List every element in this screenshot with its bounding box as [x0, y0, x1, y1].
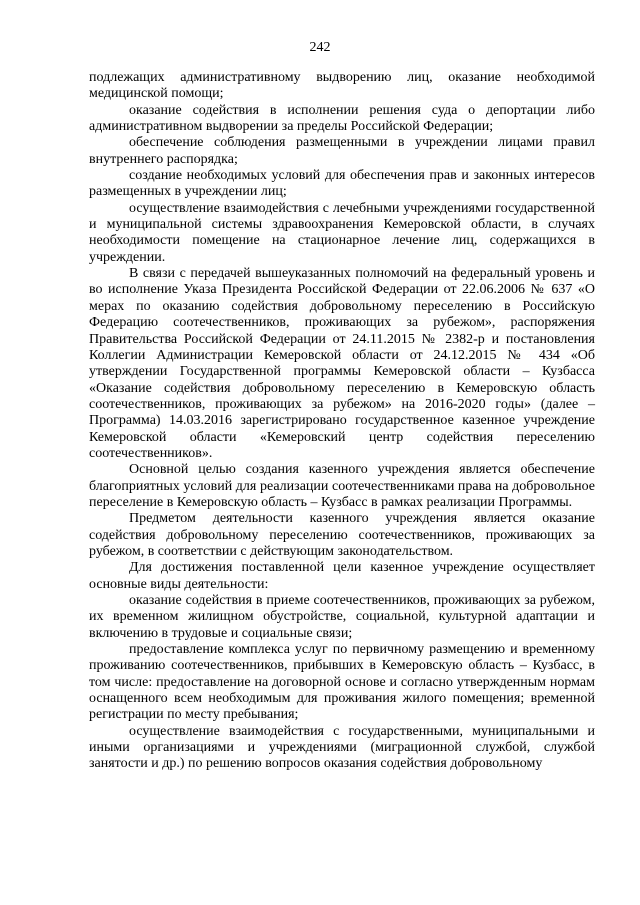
page-number: 242 — [309, 40, 331, 55]
paragraph-subject-of-activity: Предметом деятельности казенного учреждения является оказание содействия добровольному переселению соотечественников, проживающих за рубежом, в соответствии с действующим законодательством. — [89, 511, 595, 559]
paragraph-rights-conditions: создание необходимых условий для обеспечения прав и законных интересов размещенных в учреждении лиц; — [89, 168, 595, 200]
paragraph-healthcare-interaction: осуществление взаимодействия с лечебными учреждениями государственной и муниципальной системы здравоохранения Кемеровской области, в случаях необходимости помещение на стационарное лечение лиц, содержащихся в учреждении. — [89, 200, 595, 265]
paragraph-activities-intro: Для достижения поставленной цели казенное учреждение осуществляет основные виды деятельности: — [89, 560, 595, 592]
paragraph-organization-interaction: осуществление взаимодействия с государственными, муниципальными и иными организациями и учреждениями (миграционной службой, службой занятости и др.) по решению вопросов оказания содействия добровольному — [89, 723, 595, 772]
paragraph-internal-rules: обеспечение соблюдения размещенными в учреждении лицами правил внутреннего распорядка; — [89, 135, 595, 167]
paragraph-deportation-assistance: оказание содействия в исполнении решения суда о депортации либо административном выдворении за пределы Российской Федерации; — [89, 102, 595, 135]
paragraph-continuation: подлежащих административному выдворению лиц, оказание необходимой медицинской помощи; — [89, 70, 595, 102]
paragraph-federal-transfer: В связи с передачей вышеуказанных полномочий на федеральный уровень и во исполнение Указа Президента Российской Федерации от 22.06.2006 № 637 «О мерах по оказанию содействия добровольному переселению в Российскую Федерацию соотечественников, проживающих за рубежом», распоряжения Правительства Российской Федерации от 24.11.2015 № 2382-р и постановления Коллегии Администрации Кемеровской области от 24.12.2015 № 434 «Об утверждении Государственной программы Кемеровской области – Кузбасса «Оказание содействия добровольному переселению в Кемеровскую область соотечественников, проживающих за рубежом» на 2016-2020 годы» (далее – Программа) 14.03.2016 зарегистрировано государственное казенное учреждение Кемеровской области «Кемеровский центр содействия переселению соотечественников». — [89, 266, 595, 461]
document-body — [89, 70, 595, 773]
paragraph-accommodation-services: предоставление комплекса услуг по первичному размещению и временному проживанию соотечественников, прибывших в Кемеровскую область – Кузбасс, в том числе: предоставление на договорной основе и согласно утвержденным нормам оснащенного всем необходимым для проживания жилого помещения; временной регистрации по месту пребывания; — [89, 642, 595, 723]
paragraph-main-goal: Основной целью создания казенного учреждения является обеспечение благоприятных условий для реализации соотечественниками права на добровольное переселение в Кемеровскую область – Кузбасс в рамках реализации Программы. — [89, 462, 595, 510]
paragraph-reception-assistance: оказание содействия в приеме соотечественников, проживающих за рубежом, их временном жилищном обустройстве, социальной, культурной адаптации и включению в трудовые и социальные связи; — [89, 593, 595, 641]
